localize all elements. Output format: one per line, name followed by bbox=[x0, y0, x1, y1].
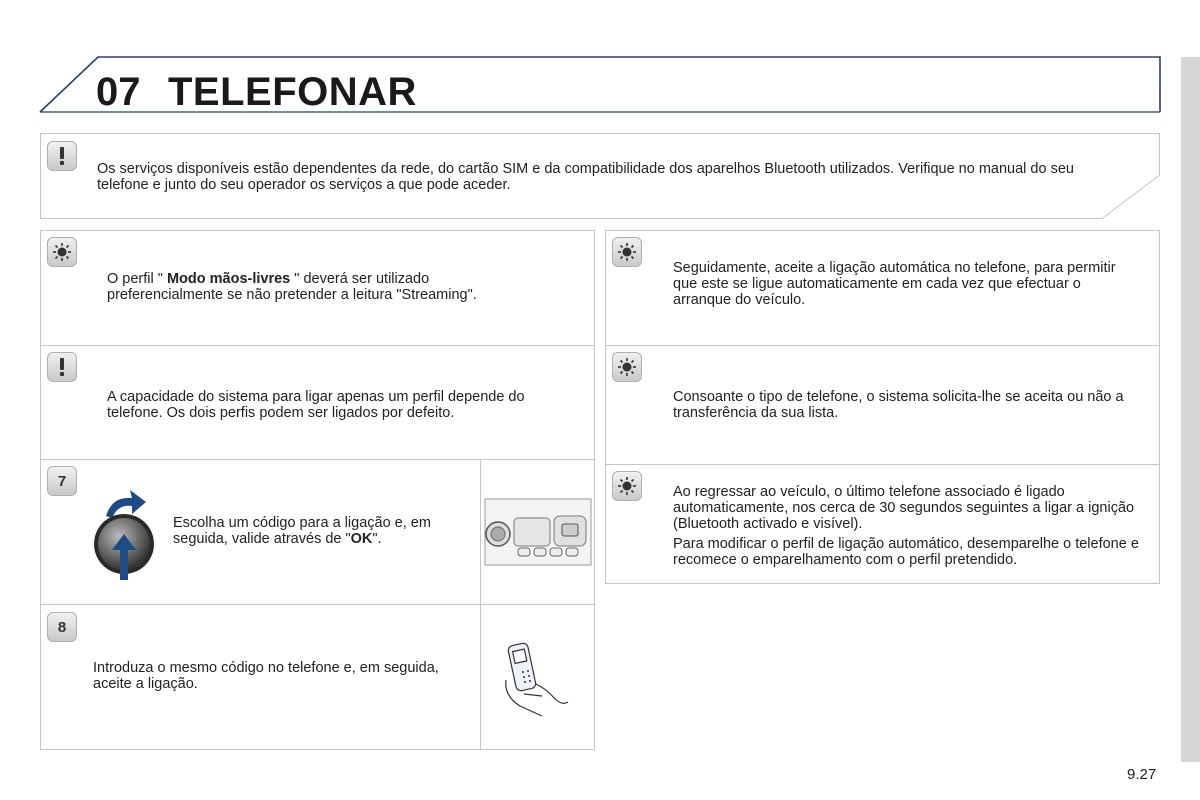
tip-profile-text: O perfil " Modo mãos-livres " deverá ser utilizado preferencialmente se não pretender a leitura "Streaming". bbox=[107, 271, 477, 303]
tip-auto-text: Seguidamente, aceite a ligação automática no telefone, para permitir que este se ligue automaticamente em cada vez que efectuar o arranque do veículo. bbox=[673, 260, 1116, 308]
phone-hand-icon bbox=[502, 640, 574, 720]
step8-text: Introduza o mesmo código no telefone e, em seguida, aceite a ligação. bbox=[93, 660, 439, 692]
tip-transfer-text: Consoante o tipo de telefone, o sistema solicita-lhe se aceita ou não a transferência da sua lista. bbox=[673, 389, 1124, 421]
tip-return-paragraph-1: Ao regressar ao veículo, o último telefone associado é ligado automaticamente, nos cerca de 30 segundos seguintes a ligar a ignição (Bluetooth activado e visível). bbox=[673, 484, 1135, 532]
top-warning-box bbox=[0, 0, 1200, 230]
tip-icon bbox=[47, 237, 77, 267]
step7-divider bbox=[480, 459, 481, 605]
step-number-badge: 7 bbox=[47, 466, 77, 496]
step-number-badge: 8 bbox=[47, 612, 77, 642]
chapter-title: TELEFONAR bbox=[168, 70, 417, 114]
chapter-number: 07 bbox=[96, 70, 141, 114]
tip-return-paragraph-2: Para modificar o perfil de ligação automático, desemparelhe o telefone e recomece o emparelhamento com o perfil pretendido. bbox=[673, 536, 1139, 568]
warning-icon bbox=[47, 352, 77, 382]
step7-text: Escolha um código para a ligação e, em seguida, valide através de "OK". bbox=[173, 515, 431, 547]
top-warning-text: Os serviços disponíveis estão dependentes da rede, do cartão SIM e da compatibilidade dos aparelhos Bluetooth utilizados. Verifique no manual do seu telefone e junto do seu operador os serviços a que pode aceder. bbox=[97, 161, 1074, 193]
page-number: 9.27 bbox=[1127, 766, 1157, 783]
tip-icon bbox=[612, 471, 642, 501]
tip-icon bbox=[612, 352, 642, 382]
warning-capacity-text: A capacidade do sistema para ligar apenas um perfil depende do telefone. Os dois perfis podem ser ligados por defeito. bbox=[107, 389, 525, 421]
tip-icon bbox=[612, 237, 642, 267]
radio-unit-icon bbox=[484, 498, 592, 566]
step8-divider bbox=[480, 604, 481, 750]
knob-icon bbox=[88, 486, 160, 584]
tip-return-text bbox=[673, 484, 1143, 572]
warning-icon bbox=[47, 141, 77, 171]
